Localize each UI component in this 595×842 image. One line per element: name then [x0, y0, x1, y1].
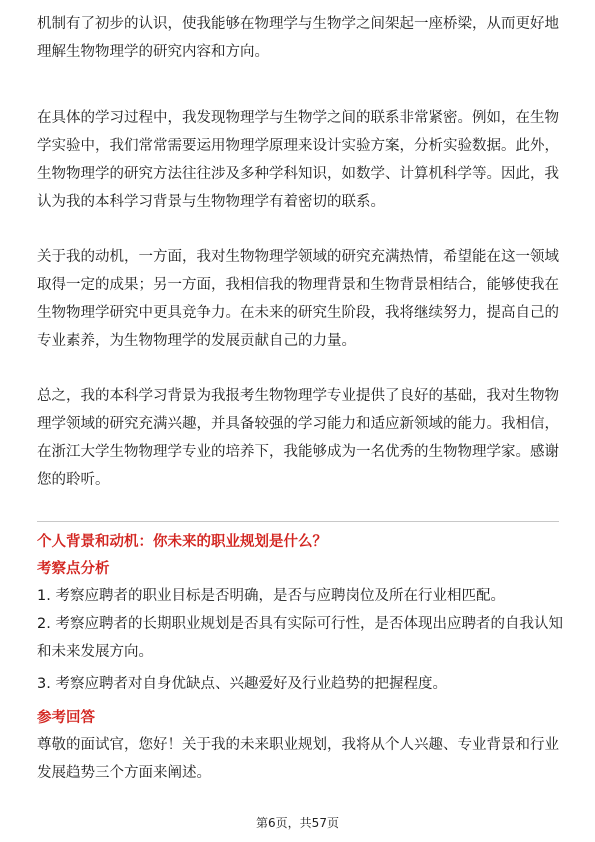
paragraph-line: 关于我的动机，一方面，我对生物物理学领域的研究充满热情，希望能在这一领域 [37, 249, 559, 265]
paragraph-line: 发展趋势三个方面来阐述。 [37, 765, 211, 781]
paragraph-line: 认为我的本科学习背景与生物物理学有着密切的联系。 [37, 194, 385, 210]
paragraph-line: 尊敬的面试官，您好！关于我的未来职业规划，我将从个人兴趣、专业背景和行业 [37, 737, 559, 753]
answer-heading: 参考回答 [37, 710, 95, 726]
paragraph-line: 机制有了初步的认识，使我能够在物理学与生物学之间架起一座桥梁，从而更好地 [37, 16, 559, 32]
analysis-item-2 [37, 610, 563, 666]
answer-paragraph [37, 731, 563, 787]
paragraph-line: 学实验中，我们常常需要运用物理学原理来设计实验方案，分析实验数据。此外， [37, 138, 559, 154]
list-item-line: 和未来发展方向。 [37, 644, 153, 660]
paragraph-line: 理解生物物理学的研究内容和方向。 [37, 44, 269, 60]
paragraph-line: 专业素养，为生物物理学的发展贡献自己的力量。 [37, 333, 356, 349]
paragraph-2 [37, 104, 563, 216]
paragraph-line: 在浙江大学生物物理学专业的培养下，我能够成为一名优秀的生物物理学家。感谢 [37, 444, 559, 460]
paragraph-line: 在具体的学习过程中，我发现物理学与生物学之间的联系非常紧密。例如，在生物 [37, 110, 559, 126]
list-item-line: 1. 考察应聘者的职业目标是否明确，是否与应聘岗位及所在行业相匹配。 [37, 588, 505, 604]
paragraph-line: 您的聆听。 [37, 472, 110, 488]
question-heading: 个人背景和动机：你未来的职业规划是什么？ [37, 534, 327, 550]
list-item-line: 3. 考察应聘者对自身优缺点、兴趣爱好及行业趋势的把握程度。 [37, 676, 447, 692]
paragraph-4 [37, 382, 563, 494]
list-item-line: 2. 考察应聘者的长期职业规划是否具有实际可行性，是否体现出应聘者的自我认知 [37, 616, 563, 632]
paragraph-line: 理学领域的研究充满兴趣，并具备较强的学习能力和适应新领域的能力。我相信， [37, 416, 559, 432]
paragraph-line: 生物物理学的研究方法往往涉及多种学科知识，如数学、计算机科学等。因此，我 [37, 166, 559, 182]
page-number: 第6页，共57页 [256, 816, 339, 830]
section-divider [37, 521, 559, 522]
paragraph-3 [37, 243, 563, 355]
paragraph-1 [37, 10, 563, 66]
analysis-item-1 [37, 582, 563, 610]
analysis-heading: 考察点分析 [37, 561, 110, 577]
paragraph-line: 取得一定的成果；另一方面，我相信我的物理背景和生物背景相结合，能够使我在 [37, 277, 559, 293]
paragraph-line: 总之，我的本科学习背景为我报考生物物理学专业提供了良好的基础，我对生物物 [37, 388, 559, 404]
paragraph-line: 生物物理学研究中更具竞争力。在未来的研究生阶段，我将继续努力，提高自己的 [37, 305, 559, 321]
analysis-item-3 [37, 670, 563, 698]
